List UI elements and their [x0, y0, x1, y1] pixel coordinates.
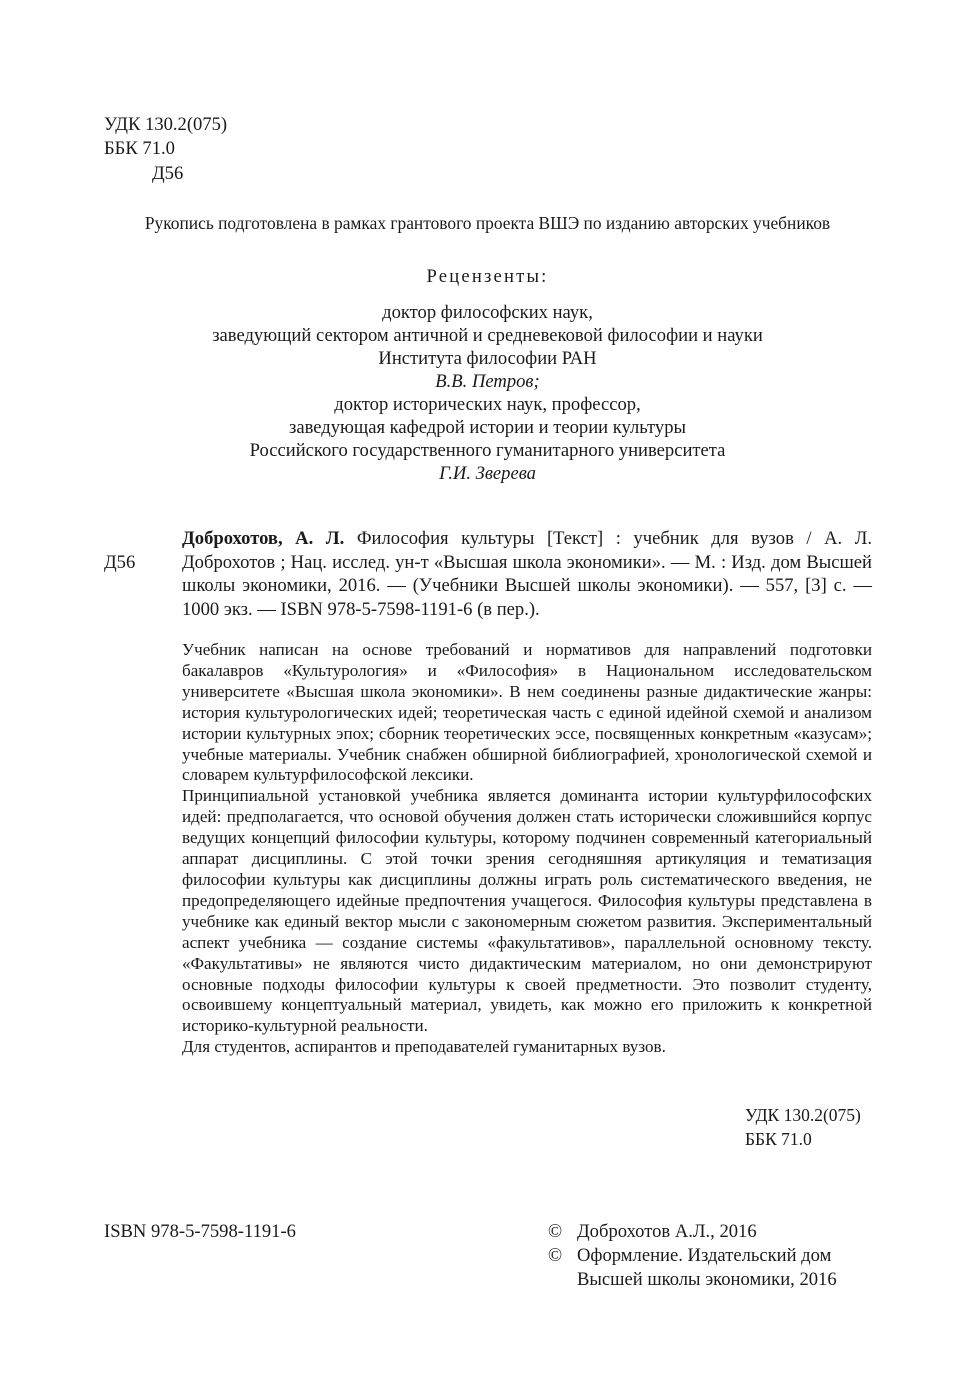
- annotation-paragraph-3: Для студентов, аспирантов и преподавателей гуманитарных вузов.: [182, 1037, 666, 1057]
- copyright-block: [548, 1220, 837, 1292]
- isbn: ISBN 978-5-7598-1191-6: [104, 1221, 296, 1242]
- reviewer2-line1: доктор исторических наук, профессор,: [334, 394, 641, 415]
- grant-note: Рукопись подготовлена в рамках грантового проекта ВШЭ по изданию авторских учебников: [144, 213, 831, 233]
- copyright-row-author: [548, 1220, 837, 1244]
- biblio-author-mark: Д56: [104, 552, 136, 573]
- copyright-symbol: ©: [548, 1221, 563, 1242]
- annotation-paragraph-1: Учебник написан на основе требований и нормативов для направлений подготовки бакалавров «Культурология» и «Философия» в Национальном исследовательском университете «Высшая школа экономики». В нем соединены разные дидактические жанры: история культурологических идей; теоретическая часть с единой идейной схемой и анализом истории культурных эпох; сборник теоретических эссе, посвященных конкретным «казусам»; учебные материалы. Учебник снабжен обширной библиографией, хронологической схемой и словарем культурфилософской лексики.: [182, 640, 872, 785]
- right-udk-code: УДК 130.2(075): [745, 1105, 861, 1125]
- reviewer1-line2: заведующий сектором античной и средневековой философии и науки: [212, 325, 763, 346]
- reviewer1-name: В.В. Петров;: [435, 371, 540, 392]
- reviewer2-name: Г.И. Зверева: [439, 463, 536, 484]
- biblio-text: Философия культуры [Текст] : учебник для вузов / А. Л. Доброхотов ; Нац. исслед. ун-т «Высшая школа экономики». — М. : Изд. дом Высшей школы экономики, 2016. — (Учебники Высшей школы экономики). — 557, [3] с. — 1000 экз. — ISBN 978-5-7598-1191-6 (в пер.).: [182, 528, 872, 620]
- biblio-author: Доброхотов, А. Л.: [182, 528, 345, 549]
- bibliographic-record: [182, 527, 872, 621]
- reviewer1-line1: доктор философских наук,: [382, 302, 593, 323]
- annotation-paragraph-2: Принципиальной установкой учебника является доминанта истории культурфилософских идей: предполагается, что основой обучения должен стать исторически сложившийся корпус ведущих концепций философии культуры, которому подчинен современный категориальный аппарат дисциплины. С этой точки зрения сегодняшняя артикуляция и тематизация философии культуры как дисциплины должны играть роль систематического введения, не предопределяющего идейные предпочтения учащегося. Философия культуры представлена в учебнике как единый вектор мысли с закономерным сюжетом развития. Экспериментальный аспект учебника — создание системы «факультативов», параллельной основному тексту. «Факультативы» не являются чисто дидактическим материалом, но они демонстрируют основные подходы философии культуры к своей предметности. Это позволит студенту, освоившему концептуальный материал, увидеть, как можно его приложить к конкретной историко-культурной реальности.: [182, 786, 872, 1036]
- copyright-design-line1: Оформление. Издательский дом: [577, 1245, 832, 1266]
- annotation: [182, 640, 872, 1058]
- copyright-row-design-cont: [548, 1268, 837, 1292]
- bbk-code: ББК 71.0: [104, 138, 175, 159]
- copyright-symbol: ©: [548, 1245, 563, 1266]
- copyright-design-line2: Высшей школы экономики, 2016: [577, 1269, 837, 1290]
- copyright-row-design: [548, 1244, 837, 1268]
- copyright-author: Доброхотов А.Л., 2016: [577, 1221, 757, 1242]
- reviewer2-line2: заведующая кафедрой истории и теории культуры: [288, 417, 687, 438]
- reviewer2-line3: Российского государственного гуманитарного университета: [249, 440, 726, 461]
- right-codes: [745, 1103, 861, 1151]
- author-mark: Д56: [152, 163, 184, 184]
- reviewers-heading: Рецензенты:: [426, 266, 549, 287]
- reviewer1-line3: Института философии РАН: [378, 348, 597, 369]
- right-bbk-code: ББК 71.0: [745, 1129, 812, 1149]
- udk-code: УДК 130.2(075): [104, 114, 228, 135]
